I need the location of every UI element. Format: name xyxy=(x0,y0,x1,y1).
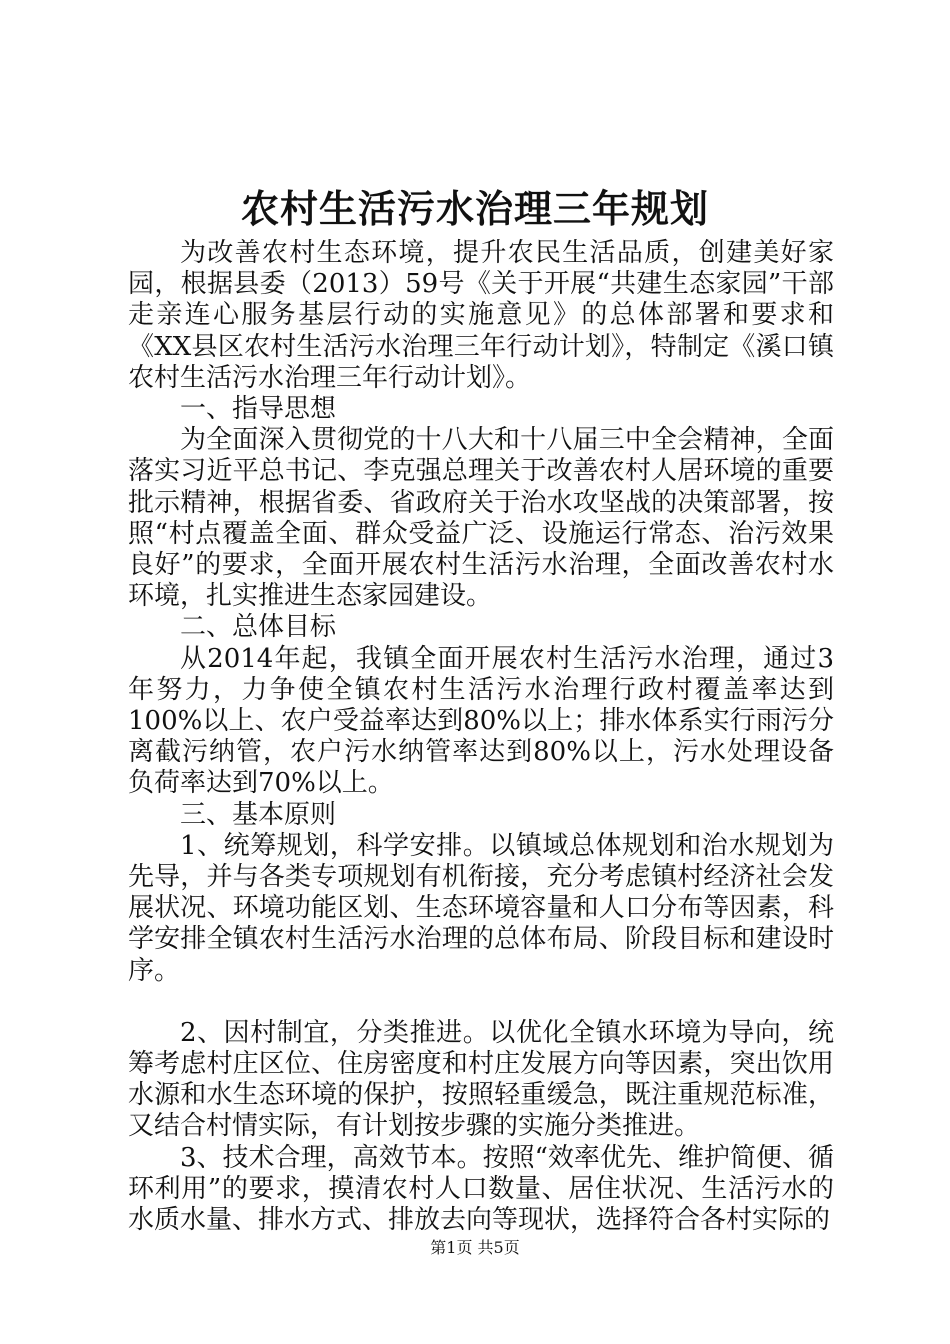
paragraph-spacer xyxy=(128,987,834,1018)
principle-3-paragraph: 3、技术合理，高效节本。按照“效率优先、维护简便、循环利用”的要求，摸清农村人口数量、居住状况、生活污水的水质水量、排水方式、排放去向等现状，选择符合各村实际的 xyxy=(128,1142,834,1236)
section-heading-overall-goal: 二、总体目标 xyxy=(180,612,337,643)
overall-goal-paragraph: 从2014年起，我镇全面开展农村生活污水治理，通过3年努力，力争使全镇农村生活污水治理行政村覆盖率达到100%以上、农户受益率达到80%以上；排水体系实行雨污分离截污纳管，农户污水纳管率达到80%以上，污水处理设备负荷率达到70%以上。 xyxy=(128,643,834,799)
intro-paragraph: 为改善农村生态环境，提升农民生活品质，创建美好家园，根据县委（2013）59号《关于开展“共建生态家园”干部走亲连心服务基层行动的实施意见》的总体部署和要求和《XX县区农村生活污水治理三年行动计划》，特制定《溪口镇农村生活污水治理三年行动计划》。 xyxy=(128,238,834,393)
guiding-ideology-paragraph: 为全面深入贯彻党的十八大和十八届三中全会精神，全面落实习近平总书记、李克强总理关于改善农村人居环境的重要批示精神，根据省委、省政府关于治水攻坚战的决策部署，按照“村点覆盖全面、群众受益广泛、设施运行常态、治污效果良好”的要求，全面开展农村生活污水治理，全面改善农村水环境，扎实推进生态家园建设。 xyxy=(128,425,834,612)
section-heading-basic-principles: 三、基本原则 xyxy=(180,799,337,830)
page-footer: 第1页 共5页 xyxy=(430,1238,520,1257)
principle-1-paragraph: 1、统筹规划，科学安排。以镇域总体规划和治水规划为先导，并与各类专项规划有机衔接，充分考虑镇村经济社会发展状况、环境功能区划、生态环境容量和人口分布等因素，科学安排全镇农村生活污水治理的总体布局、阶段目标和建设时序。 xyxy=(128,830,834,986)
document-body xyxy=(128,238,834,1236)
section-heading-guiding-ideology: 一、指导思想 xyxy=(180,394,337,425)
principle-2-paragraph: 2、因村制宜，分类推进。以优化全镇水环境为导向，统筹考虑村庄区位、住房密度和村庄发展方向等因素，突出饮用水源和水生态环境的保护，按照轻重缓急，既注重规范标准，又结合村情实际，有计划按步骤的实施分类推进。 xyxy=(128,1017,834,1142)
document-title: 农村生活污水治理三年规划 xyxy=(240,186,709,231)
